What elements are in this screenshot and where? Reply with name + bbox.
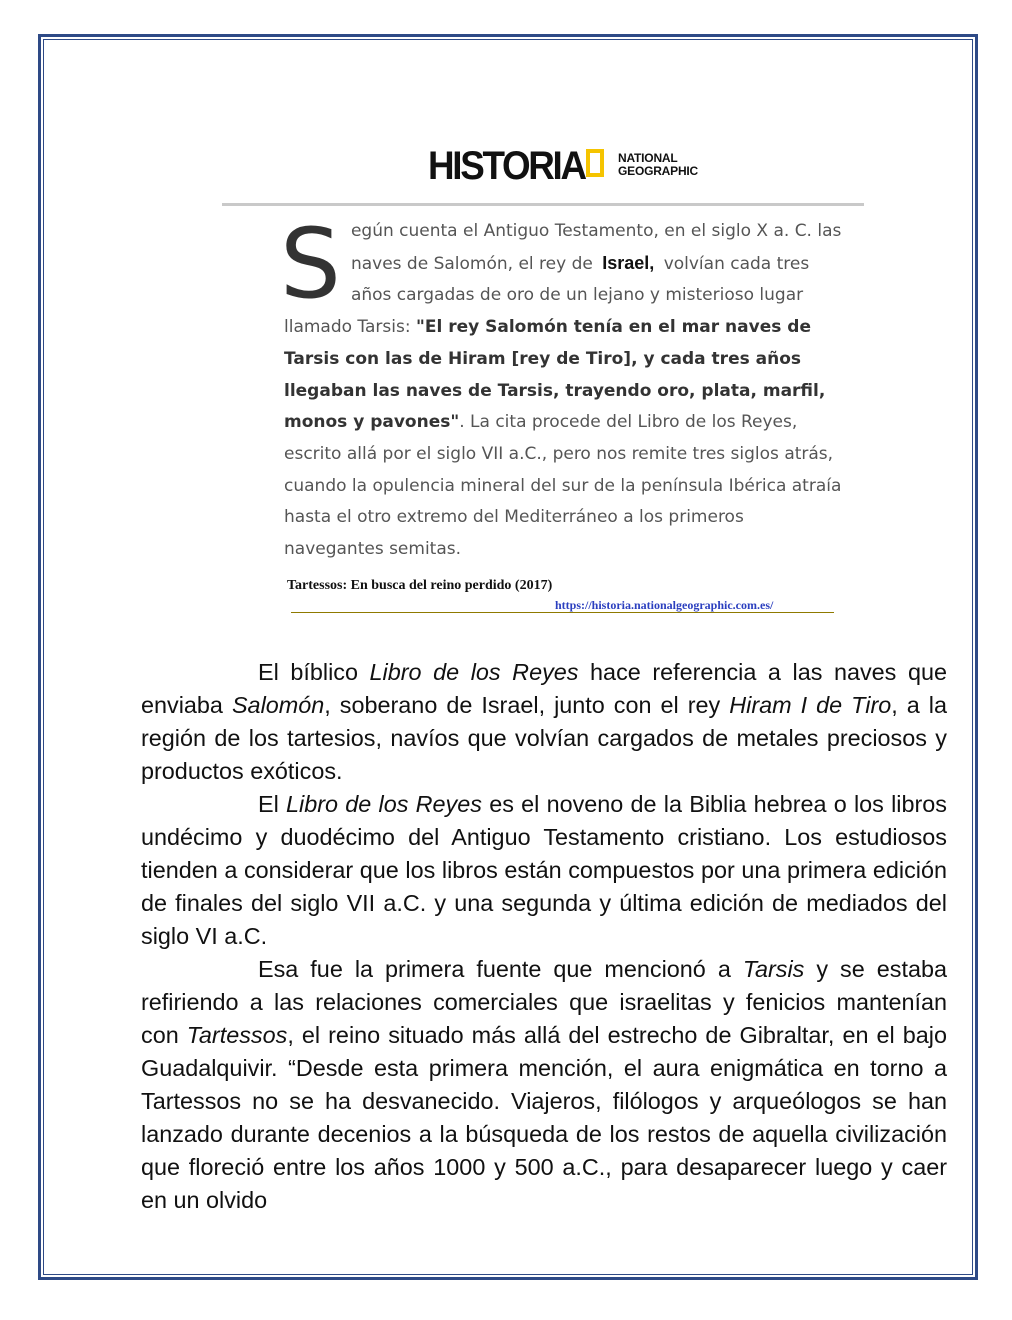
p2-text-c: es el noveno de la Biblia hebrea o los libros undécimo y duodécimo del Antiguo Testamento cristiano. Los estudiosos tienden a considerar que los libros están compuestos por una primera edición de finales del siglo VII a.C. y una segunda y última edición de mediados del siglo VI a.C. [141, 791, 947, 949]
header-divider [222, 203, 864, 206]
logo-subtitle [618, 152, 698, 178]
p1-text-a: El bíblico [258, 659, 370, 685]
logo-sub-line1: NATIONAL [618, 151, 678, 165]
p3-italic-tartessos: Tartessos [186, 1022, 288, 1048]
p2-text-a: El [258, 791, 287, 817]
quote-part3: . La cita procede del Libro de los Reyes, escrito allá por el siglo VII a.C., pero nos remite tres siglos atrás, cuando la opulencia mineral del sur de la península Ibérica atraía hasta el otro extremo del Mediterráneo a los primeros navegantes semitas. [284, 412, 842, 560]
logo-word: HISTORIA [428, 144, 585, 188]
p1-text-g: , a la región de los tartesios, navíos que volvían cargados de metales preciosos y productos exóticos. [141, 692, 948, 784]
quote-part2: volvían cada tres años cargadas de oro de un lejano y misterioso lugar llamado Tarsis: [284, 253, 810, 338]
p3-text-a: Esa fue la primera fuente que mencionó a [258, 956, 743, 982]
historia-ng-logo [428, 144, 699, 188]
source-underline [291, 612, 834, 613]
p3-text-e: , el reino situado más allá del estrecho de Gibraltar, en el bajo Guadalquivir. “Desde esta primera mención, el aura enigmática en torno a Tartessos no se ha desvanecido. Viajeros, filólogos y arqueólogos se han lanzado durante decenios a la búsqueda de los restos de aquella civilización que floreció entre los años 1000 y 500 a.C., para desaparecer luego y caer en un olvido [141, 1022, 948, 1213]
source-link[interactable]: https://historia.nationalgeographic.com.es/ [555, 598, 774, 612]
p3-italic-tarsis: Tarsis [742, 956, 805, 982]
p1-italic-salomon: Salomón [231, 692, 325, 718]
paragraph-1 [141, 656, 947, 788]
israel-highlight: Israel, [602, 252, 655, 273]
p1-text-c: hace referencia a las naves que enviaba [141, 659, 947, 718]
p1-italic-hiram: Hiram I de Tiro [729, 692, 892, 718]
p1-italic-libro: Libro de los Reyes [369, 659, 579, 685]
p3-text-c: y se estaba refiriendo a las relaciones comerciales que israelitas y fenicios mantenían con [141, 956, 947, 1048]
drop-cap: S [280, 208, 341, 320]
quote-part1: egún cuenta el Antiguo Testamento, en el siglo X a. C. las naves de Salomón, el rey de [350, 221, 842, 274]
body-text [141, 656, 947, 1217]
p1-text-e: , soberano de Israel, junto con el rey [324, 692, 730, 718]
p2-italic-libro: Libro de los Reyes [286, 791, 482, 817]
bible-citation: "El rey Salomón tenía en el mar naves de Tarsis con las de Hiram [rey de Tiro], y cada tres años llegaban las naves de Tarsis, trayendo oro, plata, marfil, monos y pavones" [284, 317, 826, 433]
paragraph-2 [141, 788, 947, 953]
paragraph-3 [141, 953, 947, 1217]
source-title: Tartessos: En busca del reino perdido (2017) [287, 578, 553, 593]
logo-sub-line2: GEOGRAPHIC [618, 164, 699, 178]
national-geographic-frame-icon [586, 149, 604, 177]
quoted-excerpt [280, 208, 844, 566]
